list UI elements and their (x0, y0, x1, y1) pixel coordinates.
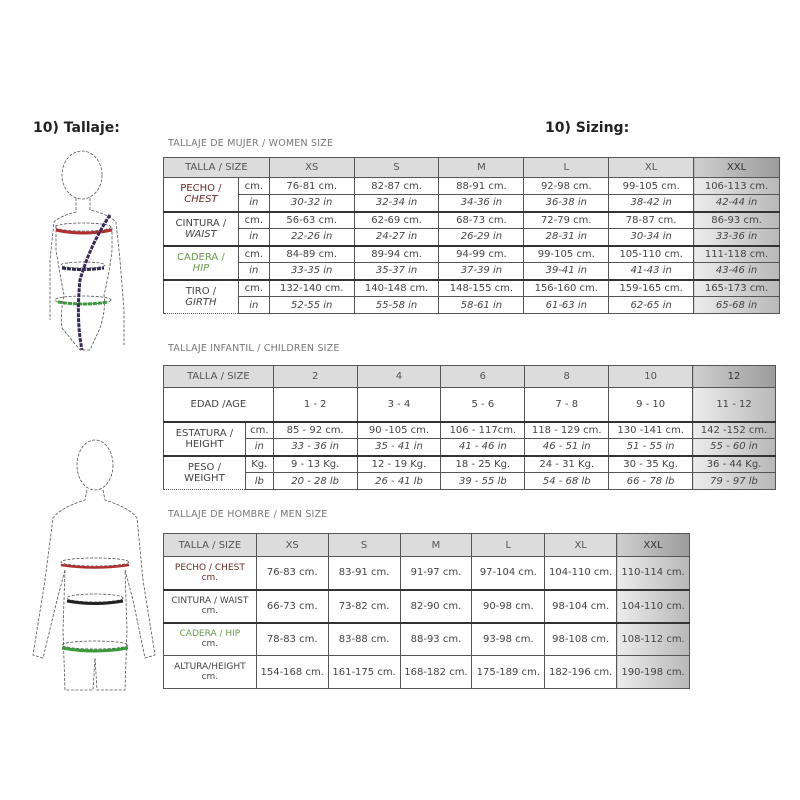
unit-in: in (238, 195, 269, 212)
table-cell: 26-29 in (439, 229, 524, 246)
table-cell: 175-189 cm. (472, 656, 545, 689)
table-cell: 3 - 4 (357, 388, 441, 422)
size-col-xxl: XXL (617, 534, 690, 557)
table-cell: 94-99 cm. (439, 246, 524, 263)
table-cell: 72-79 cm. (524, 212, 609, 229)
size-col-4: 4 (357, 366, 441, 388)
heading-sizing: 10) Sizing: (545, 120, 630, 136)
table-cell: 118 - 129 cm. (525, 422, 609, 439)
table-cell: 22-26 in (269, 229, 354, 246)
table-cell: 106-113 cm. (694, 178, 780, 195)
table-cell: 9 - 10 (609, 388, 693, 422)
table-cell: 39 - 55 lb (441, 473, 525, 490)
table-cell: 90 -105 cm. (357, 422, 441, 439)
unit-in: in (238, 229, 269, 246)
table-cell: 42-44 in (694, 195, 780, 212)
table-cell: 140-148 cm. (354, 280, 439, 297)
table-cell: 61-63 in (524, 297, 609, 314)
table-cell: 83-91 cm. (328, 557, 400, 590)
table-cell: 35 - 41 in (357, 439, 441, 456)
table-cell: 35-37 in (354, 263, 439, 280)
table-cell: 76-81 cm. (269, 178, 354, 195)
unit-in: in (238, 263, 269, 280)
table-cell: 130 -141 cm. (609, 422, 693, 439)
unit-cm: cm. (238, 280, 269, 297)
women-body-figure-icon (20, 150, 150, 360)
row-label-waist: CINTURA / WAIST cm. (164, 590, 257, 623)
table-cell: 105-110 cm. (609, 246, 694, 263)
table-cell: 106 - 117cm. (441, 422, 525, 439)
table-cell: 88-91 cm. (439, 178, 524, 195)
table-cell: 97-104 cm. (472, 557, 545, 590)
table-cell: 33 - 36 in (273, 439, 357, 456)
table-cell: 82-90 cm. (400, 590, 472, 623)
table-cell: 18 - 25 Kg. (441, 456, 525, 473)
table-cell: 88-93 cm. (400, 623, 472, 656)
heading-tallaje: 10) Tallaje: (33, 120, 120, 136)
unit-cm: cm. (238, 178, 269, 195)
row-label-age: EDAD /AGE (164, 388, 274, 422)
table-cell: 37-39 in (439, 263, 524, 280)
table-cell: 43-46 in (694, 263, 780, 280)
table-cell: 98-108 cm. (545, 623, 617, 656)
table-cell: 104-110 cm. (545, 557, 617, 590)
women-size-title: TALLAJE DE MUJER / WOMEN SIZE (168, 138, 334, 149)
row-label-chest: PECHO / CHEST cm. (164, 557, 257, 590)
table-cell: 99-105 cm. (524, 246, 609, 263)
table-cell: 90-98 cm. (472, 590, 545, 623)
table-cell: 33-35 in (269, 263, 354, 280)
table-cell: 20 - 28 lb (273, 473, 357, 490)
unit-in: in (238, 297, 269, 314)
table-cell: 26 - 41 lb (357, 473, 441, 490)
row-label-waist: CINTURA / WAIST (164, 212, 239, 246)
table-cell: 36-38 in (524, 195, 609, 212)
women-size-table (163, 157, 780, 314)
table-cell: 86-93 cm. (694, 212, 780, 229)
table-cell: 84-89 cm. (269, 246, 354, 263)
table-cell: 30-32 in (269, 195, 354, 212)
table-cell: 11 - 12 (693, 388, 776, 422)
table-cell: 99-105 cm. (609, 178, 694, 195)
children-size-title: TALLAJE INFANTIL / CHILDREN SIZE (168, 343, 340, 354)
row-label-hip: CADERA / HIP (164, 246, 239, 280)
size-col-2: 2 (273, 366, 357, 388)
table-cell: 55 - 60 in (693, 439, 776, 456)
unit-cm: cm. (245, 422, 273, 439)
table-cell: 62-69 cm. (354, 212, 439, 229)
table-cell: 46 - 51 in (525, 439, 609, 456)
table-cell: 38-42 in (609, 195, 694, 212)
table-cell: 24-27 in (354, 229, 439, 246)
men-size-table (163, 533, 690, 689)
table-cell: 110-114 cm. (617, 557, 690, 590)
table-cell: 52-55 in (269, 297, 354, 314)
table-cell: 58-61 in (439, 297, 524, 314)
table-cell: 32-34 in (354, 195, 439, 212)
table-cell: 190-198 cm. (617, 656, 690, 689)
row-label-chest: PECHO / CHEST (164, 178, 239, 212)
size-col-xs: XS (269, 158, 354, 178)
size-col-xl: XL (545, 534, 617, 557)
table-cell: 85 - 92 cm. (273, 422, 357, 439)
unit-cm: cm. (238, 246, 269, 263)
table-cell: 79 - 97 lb (693, 473, 776, 490)
table-cell: 55-58 in (354, 297, 439, 314)
table-cell: 78-83 cm. (256, 623, 328, 656)
row-label-height: ALTURA/HEIGHT cm. (164, 656, 257, 689)
table-cell: 104-110 cm. (617, 590, 690, 623)
size-col-l: L (524, 158, 609, 178)
size-col-xl: XL (609, 158, 694, 178)
row-label-height: ESTATURA / HEIGHT (164, 422, 246, 456)
table-cell: 51 - 55 in (609, 439, 693, 456)
size-header: TALLA / SIZE (164, 366, 274, 388)
table-cell: 9 - 13 Kg. (273, 456, 357, 473)
table-cell: 28-31 in (524, 229, 609, 246)
table-cell: 148-155 cm. (439, 280, 524, 297)
table-cell: 36 - 44 Kg. (693, 456, 776, 473)
unit-kg: Kg. (245, 456, 273, 473)
table-cell: 5 - 6 (441, 388, 525, 422)
table-cell: 132-140 cm. (269, 280, 354, 297)
row-label-hip: CADERA / HIP cm. (164, 623, 257, 656)
table-cell: 66 - 78 lb (609, 473, 693, 490)
table-cell: 62-65 in (609, 297, 694, 314)
size-col-10: 10 (609, 366, 693, 388)
size-col-m: M (439, 158, 524, 178)
table-cell: 65-68 in (694, 297, 780, 314)
table-cell: 168-182 cm. (400, 656, 472, 689)
table-cell: 92-98 cm. (524, 178, 609, 195)
table-cell: 156-160 cm. (524, 280, 609, 297)
size-col-xxl: XXL (694, 158, 780, 178)
table-cell: 76-83 cm. (256, 557, 328, 590)
table-cell: 142 -152 cm. (693, 422, 776, 439)
row-label-weight: PESO / WEIGHT (164, 456, 246, 490)
men-size-title: TALLAJE DE HOMBRE / MEN SIZE (168, 509, 328, 520)
table-cell: 83-88 cm. (328, 623, 400, 656)
table-cell: 161-175 cm. (328, 656, 400, 689)
size-header: TALLA / SIZE (164, 158, 270, 178)
table-cell: 24 - 31 Kg. (525, 456, 609, 473)
size-col-s: S (328, 534, 400, 557)
table-cell: 73-82 cm. (328, 590, 400, 623)
size-header: TALLA / SIZE (164, 534, 257, 557)
unit-cm: cm. (238, 212, 269, 229)
table-cell: 41 - 46 in (441, 439, 525, 456)
size-col-6: 6 (441, 366, 525, 388)
size-col-12: 12 (693, 366, 776, 388)
unit-lb: lb (245, 473, 273, 490)
table-cell: 78-87 cm. (609, 212, 694, 229)
table-cell: 39-41 in (524, 263, 609, 280)
table-cell: 111-118 cm. (694, 246, 780, 263)
table-cell: 165-173 cm. (694, 280, 780, 297)
table-cell: 68-73 cm. (439, 212, 524, 229)
table-cell: 12 - 19 Kg. (357, 456, 441, 473)
table-cell: 1 - 2 (273, 388, 357, 422)
size-col-m: M (400, 534, 472, 557)
size-col-l: L (472, 534, 545, 557)
row-label-girth: TIRO / GIRTH (164, 280, 239, 314)
unit-in: in (245, 439, 273, 456)
table-cell: 30-34 in (609, 229, 694, 246)
table-cell: 154-168 cm. (256, 656, 328, 689)
table-cell: 56-63 cm. (269, 212, 354, 229)
table-cell: 91-97 cm. (400, 557, 472, 590)
table-cell: 54 - 68 lb (525, 473, 609, 490)
table-cell: 33-36 in (694, 229, 780, 246)
table-cell: 159-165 cm. (609, 280, 694, 297)
men-body-figure-icon (15, 430, 165, 695)
table-cell: 108-112 cm. (617, 623, 690, 656)
table-cell: 34-36 in (439, 195, 524, 212)
table-cell: 66-73 cm. (256, 590, 328, 623)
size-col-xs: XS (256, 534, 328, 557)
table-cell: 89-94 cm. (354, 246, 439, 263)
table-cell: 98-104 cm. (545, 590, 617, 623)
size-col-8: 8 (525, 366, 609, 388)
table-cell: 182-196 cm. (545, 656, 617, 689)
table-cell: 7 - 8 (525, 388, 609, 422)
table-cell: 30 - 35 Kg. (609, 456, 693, 473)
table-cell: 82-87 cm. (354, 178, 439, 195)
table-cell: 93-98 cm. (472, 623, 545, 656)
table-cell: 41-43 in (609, 263, 694, 280)
size-col-s: S (354, 158, 439, 178)
children-size-table (163, 365, 776, 490)
